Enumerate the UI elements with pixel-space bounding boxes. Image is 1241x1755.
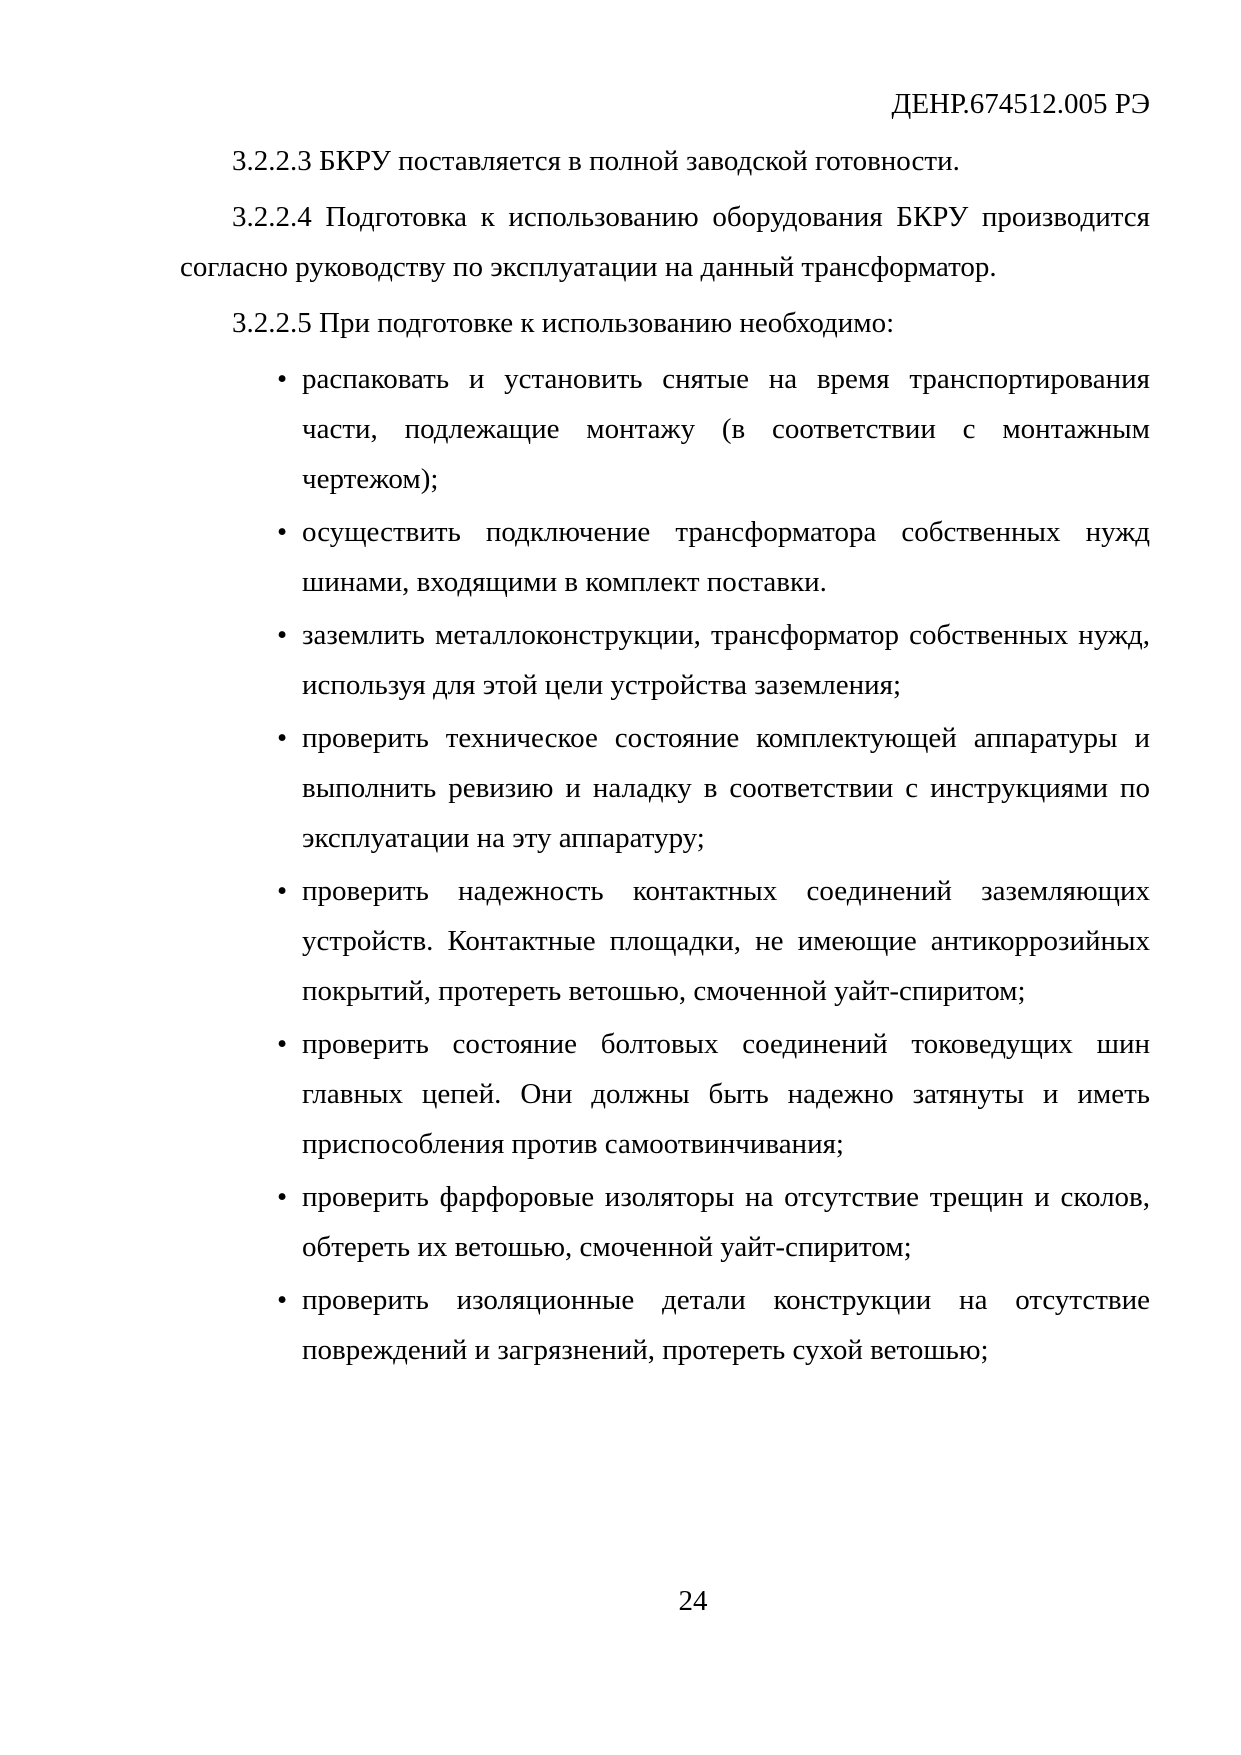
list-item-text: проверить техническое состояние комплектующей аппаратуры и выполнить ревизию и наладку в соответствии с инструкциями по эксплуатации на эту аппаратуру; xyxy=(302,722,1150,854)
bullet-icon: • xyxy=(277,516,288,548)
paragraph-3-2-2-3: 3.2.2.3 БКРУ поставляется в полной заводской готовности. xyxy=(232,145,960,177)
list-item xyxy=(180,1275,1150,1375)
document-code-header: ДЕНР.674512.005 РЭ xyxy=(891,88,1150,120)
bullet-icon: • xyxy=(277,1028,288,1060)
list-item xyxy=(180,1172,1150,1272)
list-item-text: проверить фарфоровые изоляторы на отсутствие трещин и сколов, обтереть их ветошью, смоченной уайт-спиритом; xyxy=(302,1181,1150,1263)
page-number: 24 xyxy=(678,1585,708,1617)
list-item xyxy=(180,507,1150,607)
list-item-text: проверить состояние болтовых соединений токоведущих шин главных цепей. Они должны быть надежно затянуты и иметь приспособления против самоотвинчивания; xyxy=(302,1028,1150,1160)
bullet-icon: • xyxy=(277,363,288,395)
list-item xyxy=(180,354,1150,504)
list-item-text: заземлить металлоконструкции, трансформатор собственных нужд, используя для этой цели устройства заземления; xyxy=(302,619,1150,701)
bullet-icon: • xyxy=(277,722,288,754)
paragraph-3-2-2-4: 3.2.2.4 Подготовка к использованию оборудования БКРУ производится согласно руководству по эксплуатации на данный трансформатор. xyxy=(180,201,1150,283)
list-item-text: проверить изоляционные детали конструкции на отсутствие повреждений и загрязнений, протереть сухой ветошью; xyxy=(302,1284,1150,1366)
list-item-text: проверить надежность контактных соединений заземляющих устройств. Контактные площадки, не имеющие антикоррозийных покрытий, протереть ветошью, смоченной уайт-спиритом; xyxy=(302,875,1150,1007)
page-content xyxy=(180,79,1150,1378)
list-item xyxy=(180,610,1150,710)
bullet-icon: • xyxy=(277,1181,288,1213)
paragraph-3-2-2-5: 3.2.2.5 При подготовке к использованию необходимо: xyxy=(232,307,895,339)
bullet-icon: • xyxy=(277,875,288,907)
bullet-icon: • xyxy=(277,619,288,651)
list-item-text: осуществить подключение трансформатора собственных нужд шинами, входящими в комплект поставки. xyxy=(302,516,1150,598)
bullet-icon: • xyxy=(277,1284,288,1316)
list-item-text: распаковать и установить снятые на время транспортирования части, подлежащие монтажу (в соответствии с монтажным чертежом); xyxy=(302,363,1150,495)
list-item xyxy=(180,1019,1150,1169)
preparation-bullet-list xyxy=(180,354,1150,1375)
list-item xyxy=(180,713,1150,863)
list-item xyxy=(180,866,1150,1016)
